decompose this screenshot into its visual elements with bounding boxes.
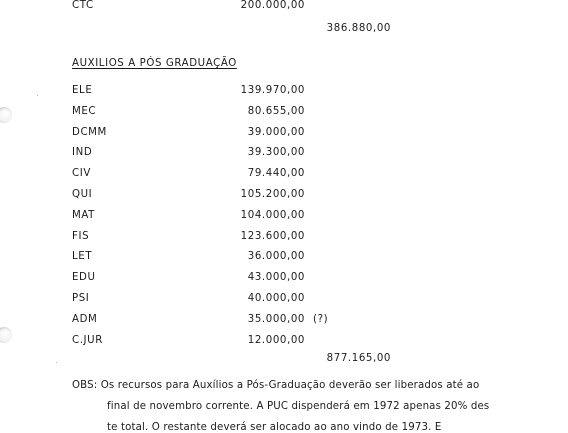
list-item-amount: 36.000,00 [247,251,305,262]
list-item-amount: 39.300,00 [247,147,305,158]
list-item-amount: 40.000,00 [247,293,305,304]
list-item-label: PSI [72,293,90,304]
total-amount: 877.165,00 [326,353,391,364]
list-item-label: ELE [72,85,93,96]
list-item-amount: 80.655,00 [247,106,305,117]
top-row-amount: 200.000,00 [240,0,305,11]
list-item-label: EDU [72,272,96,283]
list-item-label: ADM [72,314,98,325]
list-item-amount: 105.200,00 [240,189,305,200]
subtotal-amount: 386.880,00 [326,23,391,34]
obs-line-2: final de novembro corrente. A PUC dispenderá em 1972 apenas 20% des [107,401,490,412]
list-item-amount: 79.440,00 [247,168,305,179]
list-item-label: DCMM [72,127,107,138]
list-item-amount: 39.000,00 [247,127,305,138]
list-item-label: LET [72,251,93,262]
obs-line-3: te total. O restante deverá ser alocado ao ano vindo de 1973. E [107,422,442,433]
list-item-label: CIV [72,168,91,179]
list-item-label: QUI [72,189,93,200]
list-item-amount: 12.000,00 [247,335,305,346]
list-item-amount: 139.970,00 [240,85,305,96]
list-item-amount: 123.600,00 [240,231,305,242]
list-item-label: FIS [72,231,90,242]
top-row-label: CTC [72,0,94,11]
obs-line-1: OBS: Os recursos para Auxílios a Pós-Graduação deverão ser liberados até ao [72,380,480,391]
paper-speck [56,362,57,363]
list-item-amount: 43.000,00 [247,272,305,283]
punch-hole-upper [0,107,12,123]
list-item-label: MAT [72,210,95,221]
list-item-label: IND [72,147,93,158]
list-item-label: C.JUR [72,335,103,346]
list-item-amount: 104.000,00 [240,210,305,221]
punch-hole-lower [0,327,12,343]
paper-speck [37,95,38,96]
section-title: AUXILIOS A PÓS GRADUAÇÃO [72,58,237,69]
list-item-label: MEC [72,106,97,117]
list-item-amount: 35.000,00 [247,314,305,325]
list-item-note: (?) [313,314,329,325]
